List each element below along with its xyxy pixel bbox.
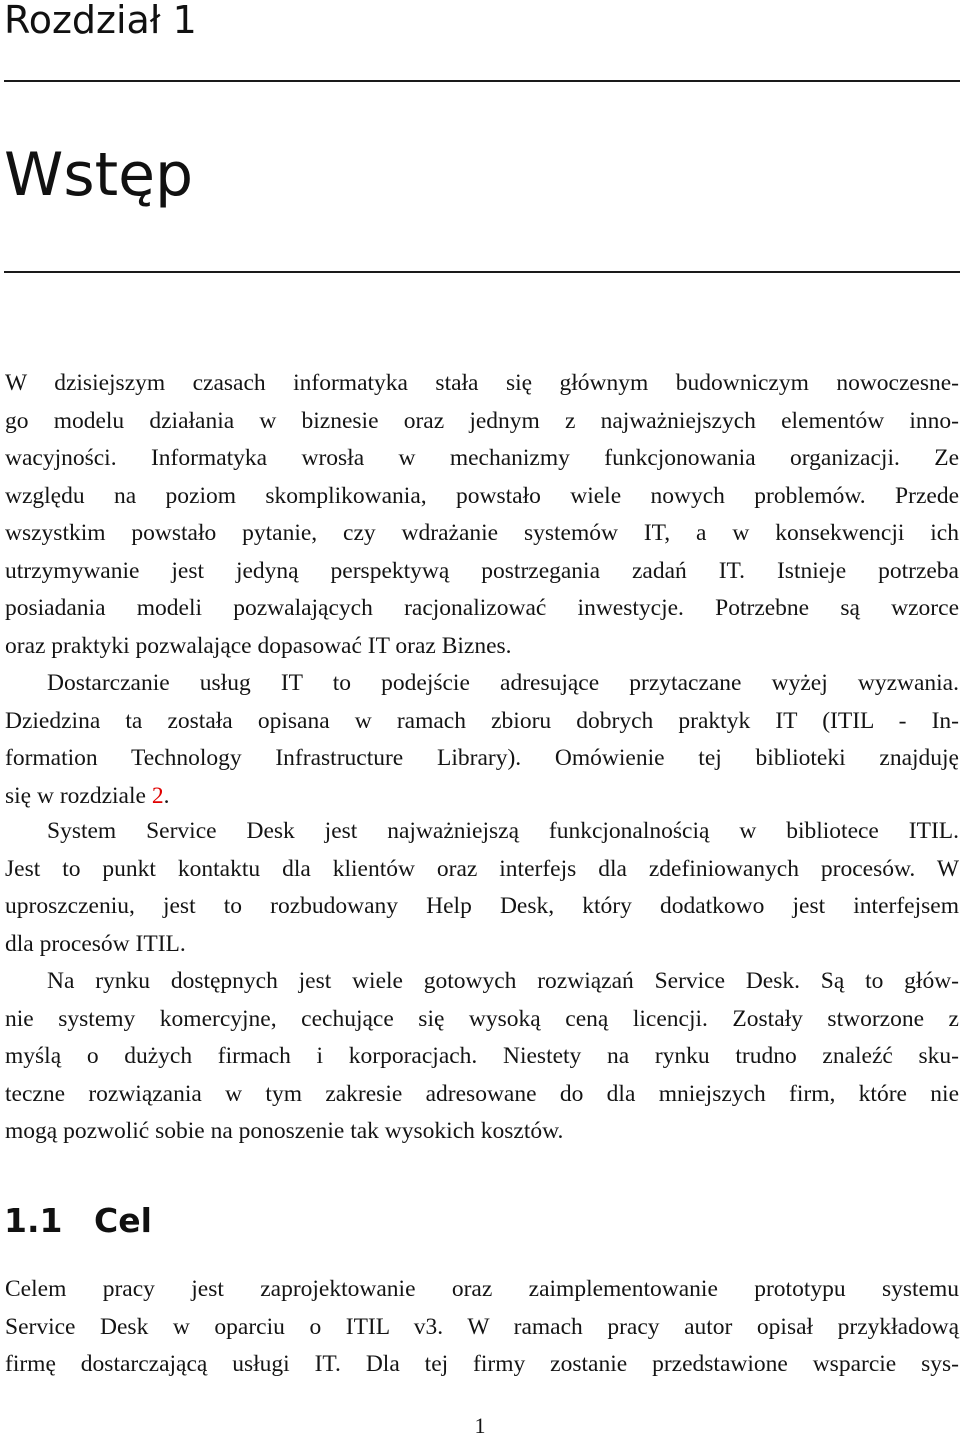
section-heading [4,1199,152,1243]
page-number: 1 [474,1413,486,1438]
chapter-reference-link[interactable]: 2 [151,782,164,809]
text-line: oraz praktyki pozwalające dopasować IT oraz Biznes. [5,632,512,659]
section-number: 1.1 [4,1201,63,1240]
text-line: Jest to punkt kontaktu dla klientów oraz interfejs dla zdefiniowanych procesów. W [5,855,959,882]
text-line: mogą pozwolić sobie na ponoszenie tak wysokich kosztów. [5,1118,564,1144]
text-line: Celem pracy jest zaprojektowanie oraz zaimplementowanie prototypu systemu [5,1276,959,1302]
intro-paragraph-2 [5,665,959,815]
text-line: firmę dostarczającą usługi IT. Dla tej firmy zostanie przedstawione wsparcie sys- [5,1351,959,1377]
text-fragment: się w rozdziale [5,782,152,809]
text-line: uproszczeniu, jest to rozbudowany Help Desk, który dodatkowo jest interfejsem [5,893,959,919]
text-line: formation Technology Infrastructure Library). Omówienie tej biblioteki znajduję [5,745,959,771]
text-line: względu na poziom skomplikowania, powstało wiele nowych problemów. Przede [5,482,959,509]
chapter-label: Rozdział 1 [4,0,197,42]
text-line-with-reference [5,778,959,816]
chapter-title: Wstęp [4,140,194,210]
text-line: Na rynku dostępnych jest wiele gotowych rozwiązań Service Desk. Są to głów- [47,968,959,994]
text-line: Dostarczanie usług IT to podejście adresujące przytaczane wyżej wyzwania. [47,670,959,696]
intro-paragraph-3 [5,813,959,963]
text-line: W dzisiejszym czasach informatyka stała się głównym budowniczym nowoczesne- [5,370,959,396]
intro-paragraph-4 [5,963,959,1151]
chapter-top-rule [4,80,960,82]
text-line: dla procesów ITIL. [5,930,186,957]
intro-paragraph-1 [5,365,959,665]
text-line: wszystkim powstało pytanie, czy wdrażanie systemów IT, a w konsekwencji ich [5,520,959,546]
section-title: Cel [94,1201,152,1240]
text-line: teczne rozwiązania w tym zakresie adresowane do dla mniejszych firm, które nie [5,1080,959,1107]
section-paragraph-1 [5,1271,959,1384]
text-line: myślą o dużych firmach i korporacjach. Niestety na rynku trudno znaleźć sku- [5,1043,959,1069]
text-line: posiadania modeli pozwalających racjonalizować inwestycje. Potrzebne są wzorce [5,595,959,621]
text-fragment: . [163,782,170,809]
text-line: wacyjności. Informatyka wrosła w mechanizmy funkcjonowania organizacji. Ze [5,445,959,471]
text-line: go modelu działania w biznesie oraz jednym z najważniejszych elementów inno- [5,407,959,434]
chapter-bottom-rule [4,271,960,273]
text-line: System Service Desk jest najważniejszą funkcjonalnością w bibliotece ITIL. [47,818,959,844]
text-line: Dziedzina ta została opisana w ramach zbioru dobrych praktyk IT (ITIL - In- [5,707,959,734]
text-line: nie systemy komercyjne, cechujące się wysoką ceną licencji. Zostały stworzone z [5,1005,959,1032]
text-line: Service Desk w oparciu o ITIL v3. W ramach pracy autor opisał przykładową [5,1313,959,1340]
text-line: utrzymywanie jest jedyną perspektywą postrzegania zadań IT. Istnieje potrzeba [5,557,959,584]
